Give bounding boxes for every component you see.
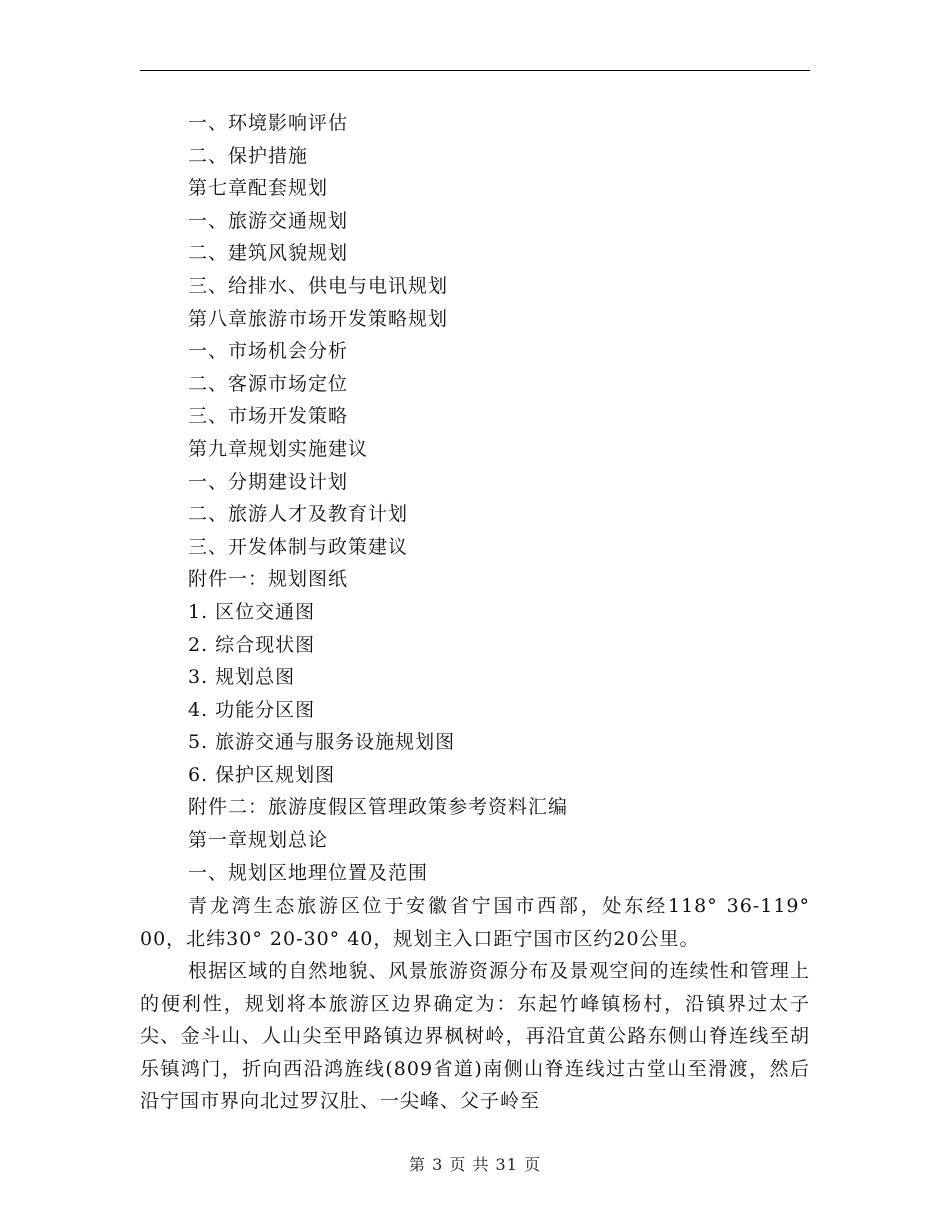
toc-line: 一、规划区地理位置及范围 [188,861,429,884]
toc-line: 一、分期建设计划 [188,470,349,493]
toc-line: 二、保护措施 [188,144,309,167]
toc-line: 二、旅游人才及教育计划 [188,503,409,526]
toc-line: 一、旅游交通规划 [188,209,349,232]
toc-line: 3. 规划总图 [188,666,296,689]
body-text [140,890,810,1118]
toc-line: 二、建筑风貌规划 [188,242,349,265]
toc-line: 4. 功能分区图 [188,698,316,721]
toc-line: 2. 综合现状图 [188,633,316,656]
toc-line: 三、市场开发策略 [188,405,349,428]
toc-line: 三、开发体制与政策建议 [188,535,409,558]
toc-line: 第九章规划实施建议 [188,437,369,460]
header-rule [140,70,810,71]
toc-line: 第八章旅游市场开发策略规划 [188,307,449,330]
toc-line: 第一章规划总论 [188,829,329,852]
paragraph-location: 青龙湾生态旅游区位于安徽省宁国市西部，处东经118° 36-119° 00，北纬30° 20-30° 40，规划主入口距宁国市区约20公里。 [140,895,810,950]
page-footer: 第 3 页 共 31 页 [409,1155,541,1174]
toc-line: 一、环境影响评估 [188,112,349,134]
toc-line: 5. 旅游交通与服务设施规划图 [188,731,456,754]
toc-line: 三、给排水、供电与电讯规划 [188,274,449,297]
toc-line: 6. 保护区规划图 [188,763,336,786]
toc-line: 一、市场机会分析 [188,340,349,363]
toc-line: 附件二：旅游度假区管理政策参考资料汇编 [188,796,569,819]
toc-line: 附件一：规划图纸 [188,568,349,591]
table-of-contents [188,107,808,889]
toc-line: 第七章配套规划 [188,177,329,200]
toc-line: 1. 区位交通图 [188,600,316,623]
paragraph-boundary: 根据区域的自然地貌、风景旅游资源分布及景观空间的连续性和管理上的便利性，规划将本旅游区边界确定为：东起竹峰镇杨村，沿镇界过太子尖、金斗山、人山尖至甲路镇边界枫树岭，再沿宜黄公路东侧山脊连线至胡乐镇鸿门，折向西沿鸿旌线(809省道)南侧山脊连线过古堂山至滑渡，然后沿宁国市界向北过罗汉肚、一尖峰、父子岭至 [140,960,810,1112]
toc-line: 二、客源市场定位 [188,372,349,395]
